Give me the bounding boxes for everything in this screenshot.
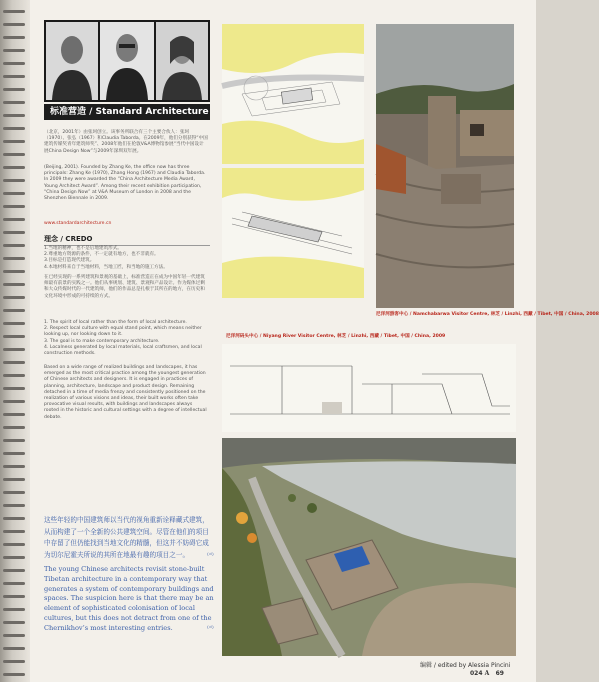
spiral-ring (3, 452, 25, 455)
spiral-ring (3, 361, 25, 364)
site-plan-drawing-2 (222, 168, 364, 298)
spiral-ring (3, 374, 25, 377)
caption-niyang: 尼洋河码头中心 / Niyang River Visitor Centre, 林芝 / Linzhi, 西藏 / Tibet, 中国 / China, 2009 (226, 334, 446, 339)
spiral-ring (3, 10, 25, 13)
spiral-ring (3, 153, 25, 156)
site-plan-bottom (222, 168, 364, 298)
spiral-ring (3, 413, 25, 416)
spiral-ring (3, 517, 25, 520)
spiral-ring (3, 114, 25, 117)
spiral-ring (3, 23, 25, 26)
spiral-ring (3, 270, 25, 273)
aerial-photo (222, 438, 516, 656)
firm-bio-cn: （北京，2001年）由张珂创立。该事务所联合有三个主要合伙人：张珂（1970）、张弘（1967）和Claudia Taborda。在2009年，他们分别获得“中国建筑传媒奖青年建筑师奖”、2008年他们在伦敦V&A博物馆参展“当代中国设计展China Design Now”与2009年深圳双年展。 (44, 130, 208, 154)
credo-cn-item: 4.本地材料来自于当地材料，当地工匠，和当地的施工方法。 (44, 264, 168, 270)
spiral-ring (3, 257, 25, 260)
stone-building-image (376, 24, 514, 308)
spiral-ring (3, 36, 25, 39)
spiral-ring (3, 283, 25, 286)
spiral-ring (3, 621, 25, 624)
credo-paragraph-en: Based on a wide range of realized buildings and landscapes, it has emerged as the most critical practice among the youngest generation of Chinese architects and designers. It is engaged in practices of planning, architecture, landscape and product design. Remaining detached in a time of media frenzy and consistently positioned on the realization of various visions and ideas, their built works often take provocative visual results, with buildings and landscapes always rooted in the historic and cultural settings with a degree of intellectual debate. (44, 365, 207, 420)
portrait-photo (44, 20, 210, 102)
firm-website-link[interactable]: www.standardarchitecture.cn (44, 221, 112, 226)
credo-en-item: 1. The spirit of local rather than the form of local architecture. (44, 320, 187, 325)
spiral-ring (3, 244, 25, 247)
spiral-ring (3, 556, 25, 559)
spiral-ring (3, 673, 25, 676)
spiral-ring (3, 387, 25, 390)
spiral-ring (3, 322, 25, 325)
spiral-ring (3, 88, 25, 91)
spiral-ring (3, 62, 25, 65)
spiral-ring (3, 595, 25, 598)
spiral-ring (3, 478, 25, 481)
caption-namchabarwa: 尼洋河游客中心 / Namchabarwa Visitor Centre, 林芝 / Linzhi, 西藏 / Tibet, 中国 / China, 2008 (376, 312, 599, 317)
spiral-ring (3, 296, 25, 299)
credo-en-item: 3. The goal is to make contemporary architecture. (44, 338, 160, 344)
spiral-ring (3, 582, 25, 585)
stone-building-photo (376, 24, 514, 308)
spiral-ring (3, 439, 25, 442)
credo-cn-item: 1.当地的精神，也不是后地建筑形式。 (44, 246, 122, 251)
credo-en-item: 4. Localness generated by local materials, local craftsmen, and local construction methods. (44, 344, 202, 357)
quote-en-page-mark: (d) (206, 625, 214, 630)
spiral-ring (3, 75, 25, 78)
pull-quote (44, 515, 214, 634)
quote-cn-page-mark: (d) (206, 552, 214, 557)
spiral-ring (3, 504, 25, 507)
left-column (44, 20, 210, 580)
spiral-ring (3, 179, 25, 182)
elevation-lines (222, 344, 516, 432)
credo-list-en (44, 320, 208, 357)
architects-portrait (44, 20, 210, 102)
spiral-ring (3, 660, 25, 663)
credo-paragraph-cn: 在已经实现的一系列建筑和景观的基础上，标准营造正在成为中国年轻一代建筑师最有前景的实践之一。他们从事规划、建筑、景观和产品设计。作为媒体过剩和大众传媒时代的一代建筑师，他们的作品总是扎根于其所在的地方，在历史和文化环境中形成的可持续的方式。 (44, 275, 205, 299)
spiral-ring (3, 400, 25, 403)
spiral-ring (3, 348, 25, 351)
spiral-ring (3, 335, 25, 338)
spiral-ring (3, 166, 25, 169)
spiral-ring (3, 543, 25, 546)
spiral-ring (3, 205, 25, 208)
spiral-ring (3, 465, 25, 468)
credo-cn-item: 3.目标是打造现代建筑。 (44, 258, 95, 264)
spiral-ring (3, 231, 25, 234)
spiral-ring (3, 426, 25, 429)
spiral-ring (3, 608, 25, 611)
spiral-ring (3, 647, 25, 650)
spiral-ring (3, 530, 25, 533)
spiral-ring (3, 192, 25, 195)
spiral-ring (3, 218, 25, 221)
site-plan-drawing (222, 24, 364, 164)
spiral-ring (3, 634, 25, 637)
spiral-ring (3, 140, 25, 143)
spiral-ring (3, 569, 25, 572)
spiral-ring (3, 491, 25, 494)
quote-en: The young Chinese architects revisit stone-built Tibetan architecture in a contemporary way that generates a system of contemporary buildings and spaces. The suspicion here is that there may be an element of sophisticated colonisation of local cultures, but this does not detract from one of the Chernikhov’s most interesting entries. (d) (44, 565, 214, 632)
spiral-ring (3, 101, 25, 104)
spiral-ring (3, 309, 25, 312)
firm-title: 标准营造 / Standard Architecture (44, 104, 210, 120)
site-plan-top (222, 24, 364, 164)
quote-cn: 这些年轻的中国建筑师以当代的视角重新诠释藏式建筑，从而构建了一个全新的公共建筑空间。尽管在他们的项目中存留了但仍能找到当地文化的精髓，但这并不妨碍它成为切尔尼霍夫所说的其所在地最有趣的项目之一。 (d) (44, 515, 214, 561)
credo-list-cn (44, 246, 208, 271)
credo-heading: 理念 / CREDO (44, 234, 210, 246)
spiral-ring (3, 127, 25, 130)
spiral-ring (3, 49, 25, 52)
editor-credit: 编辑 / edited by Alessia Pincini (420, 662, 511, 669)
credo-en-item: 2. Respect local culture with equal stand point, which means neither looking up, nor looking down to it. (44, 326, 202, 338)
aerial-image (222, 438, 516, 656)
elevation-drawing (222, 344, 516, 432)
firm-bio-en: (Beijing, 2001). Founded by Zhang Ke, the office now has three principals: Zhang Ke (1970), Zhang Hong (1967) and Claudia Taborda. In 2009 they were awarded the “China Architecture Media Award, Young Architect Award”. Among their recent exhibition participation, “China Design Now” at V&A Museum of London in 2008 and the Shenzhen Biennale in 2009. (44, 165, 206, 202)
credo-cn-item: 2.尊重地方资源的条件，不一定就有地方，也不非就有。 (44, 252, 159, 258)
page-number: 024 A 69 (470, 670, 504, 677)
